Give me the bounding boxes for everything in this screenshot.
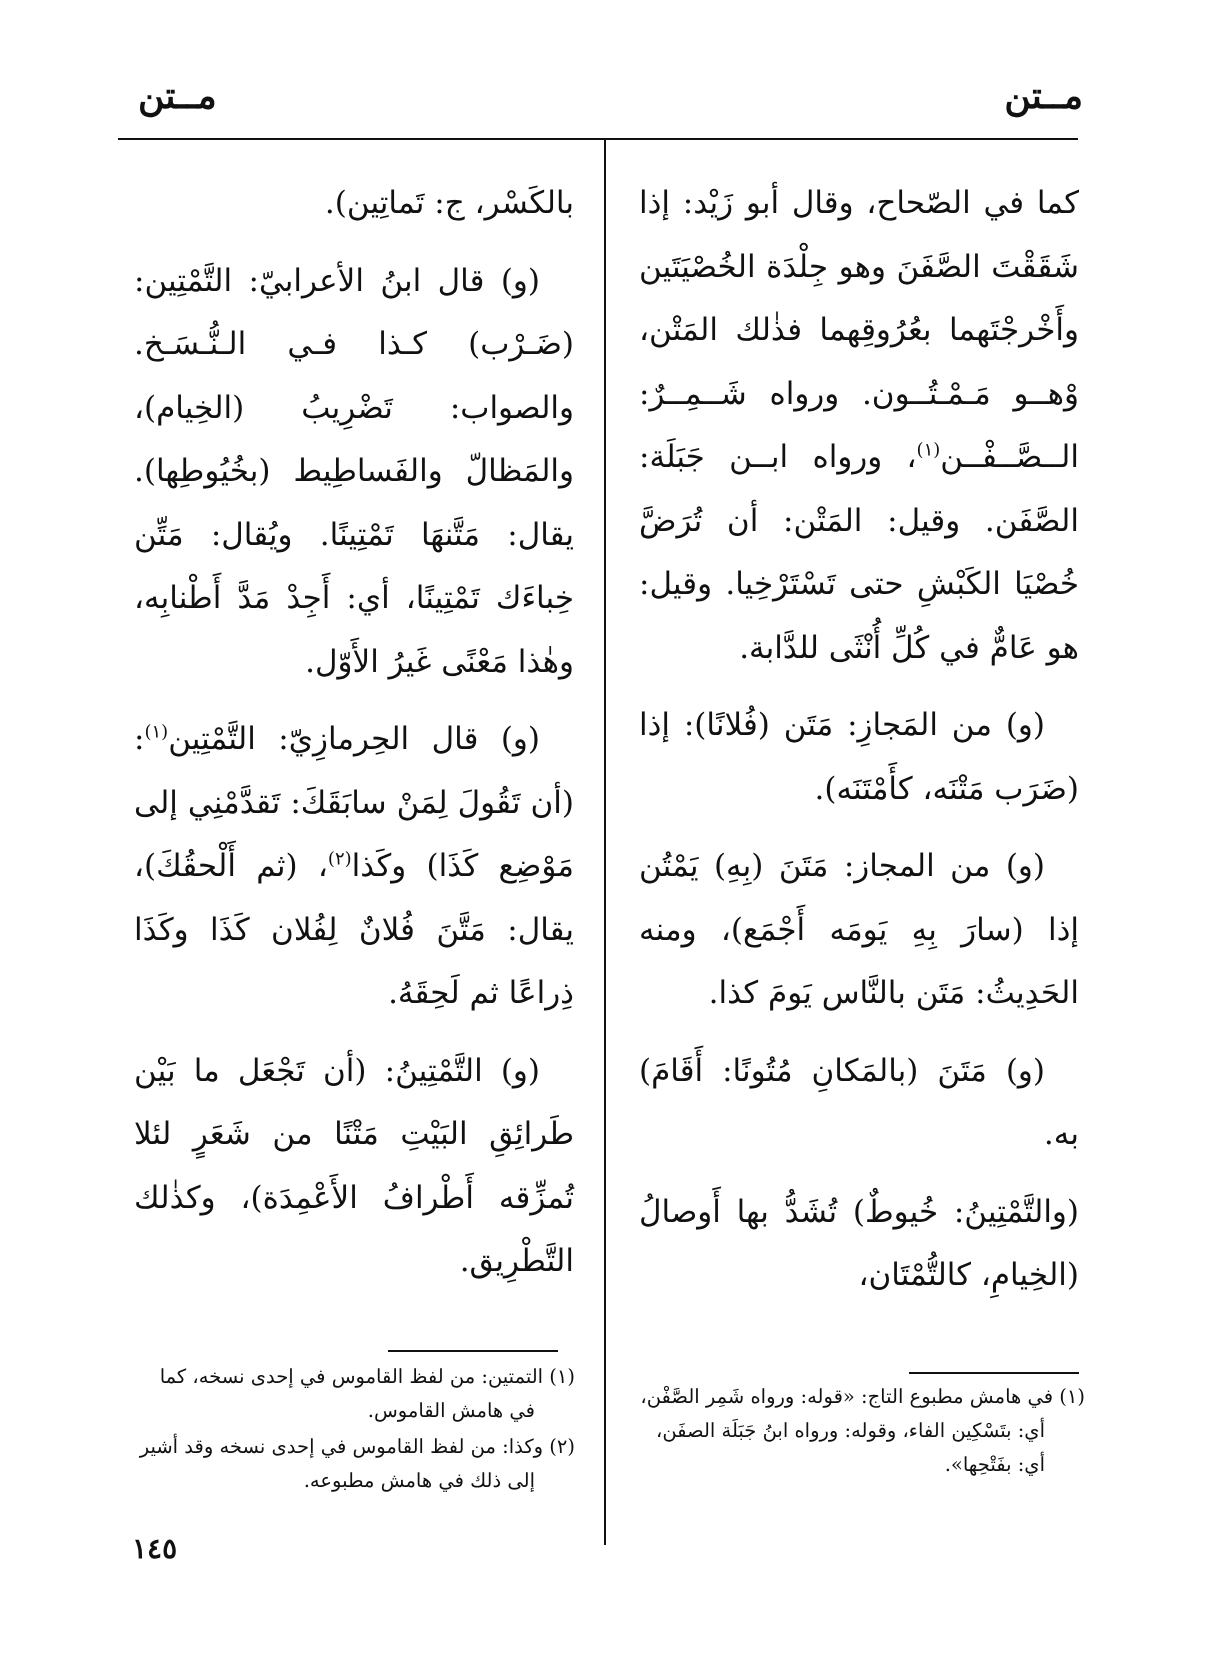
page-number: ١٤٥ [132, 1532, 178, 1565]
text-run: كما في الصّحاح، وقال أبو زَيْد: إذا شَقَقْتَ الصَّفَنَ وهو جِلْدَة الخُصْيَتَين وأَخْرجْتَهما بعُرُوقِهما فذٰلك المَتْن، وْهــو مَـمْـتُــون. ورواه شَــمِــرٌ: الــصَّــفْــن [639, 185, 1079, 475]
text-run: ، ورواه ابــن جَبَلَة: الصَّفَن. وقيل: المَتْن: أن تُرَضَّ خُصْيَا الكَبْشِ حتى تَسْتَرْخِيا. وقيل: هو عَامٌّ في كُلِّ أُنْثَى للدَّابة. [639, 439, 1079, 666]
text-run: : (أن تَقُولَ لِمَنْ سابَقَكَ: تَقدَّمْنِي إلى مَوْضِع كَذَا) وكَذا [134, 721, 574, 884]
footnote-marker[interactable]: (٢) [327, 848, 352, 870]
paragraph [639, 172, 1079, 680]
running-header-left: مــتن [138, 75, 217, 117]
paragraph: (و) مَتَنَ (بالمَكانِ مُتُونًا: أَقَامَ) به. [639, 1052, 1079, 1152]
footnote-rule-right [909, 1372, 1079, 1374]
footnotes-left [130, 1360, 575, 1500]
paragraph [134, 708, 574, 1026]
paragraph: (و) من المَجازِ: مَتَن (فُلانًا): إذا (ضَرَب مَتْنَه، كأَمْتَنَه). [639, 707, 1079, 807]
running-header-right: مــتن [1004, 75, 1083, 117]
footnote-rule-left [388, 1350, 558, 1352]
footnote-marker[interactable]: (١) [144, 721, 169, 743]
footnote: (١) في هامش مطبوع التاج: «قوله: ورواه شَمِر الصَّفْن، أي: بتَسْكِين الفاء، وقوله: ورواه ابنُ جَبَلَة الصفَن، أي: بفَتْحِها». [640, 1385, 1085, 1476]
right-column [639, 172, 1079, 1322]
text-run: ، (ثم أَلْحقُكَ)، يقال: مَتَّنَ فُلانٌ لِفُلان كَذَا وكَذَا ذِراعًا ثم لَحِقَهُ. [134, 848, 574, 1011]
paragraph: (والتَّمْتِينُ: خُيوطٌ) تُشَدُّ بها أَوصالُ (الخِيامِ، كالتُّمْتَان، [639, 1193, 1079, 1293]
footnote-marker[interactable]: (١) [916, 439, 941, 461]
header-rule [118, 138, 1078, 140]
footnote: (١) التمتين: من لفظ القاموس في إحدى نسخه، كما في هامش القاموس. [159, 1365, 575, 1422]
paragraph: (و) التَّمْتِينُ: (أن تَجْعَل ما بَيْن طَرائِقِ البَيْتِ مَتْنًا من شَعَرٍ لئلا تُمزِّقه أَطْرافُ الأَعْمِدَة)، وكذٰلك التَّطْرِيق. [134, 1052, 574, 1279]
column-divider [604, 140, 606, 1545]
paragraph: بالكَسْر، ج: تَماتِين). [324, 185, 574, 221]
footnote: (٢) وكذا: من لفظ القاموس في إحدى نسخه وقد أشير إلى ذلك في هامش مطبوعه. [139, 1435, 575, 1492]
footnotes-right [640, 1380, 1085, 1484]
text-run: (و) قال الحِرمازِيّ: التَّمْتِين [168, 721, 540, 757]
left-column [134, 172, 574, 1308]
paragraph: (و) من المجاز: مَتَنَ (بِهِ) يَمْتُن إذا (سارَ بِهِ يَومَه أَجْمَع)، ومنه الحَدِيثُ: مَتَن بالنَّاس يَومَ كذا. [639, 848, 1079, 1011]
paragraph: (و) قال ابنُ الأعرابيّ: التَّمْتِين: (ضَـرْب) كـذا فـي الـنُّـسَـخ. والصواب: تَضْرِيبُ (الخِيام)، والمَظالّ والفَساطِيط (بخُيُوطِها). يقال: مَتَّنهَا تَمْتِينًا. ويُقال: مَتِّن خِباءَك تَمْتِينًا، أي: أَجِدْ مَدَّ أَطْنابِه، وهٰذا مَعْنًى غَيرُ الأَوّل. [134, 262, 574, 680]
